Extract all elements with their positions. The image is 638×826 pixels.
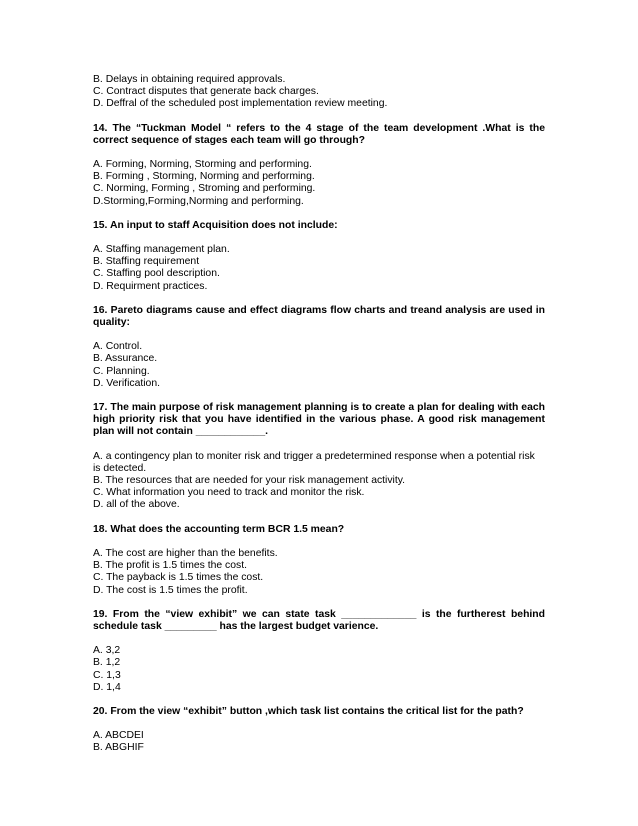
document-content bbox=[93, 74, 545, 767]
question-20: 20. From the view “exhibit” button ,which task list contains the critical list for the path? bbox=[93, 705, 524, 717]
option-d: D. all of the above. bbox=[93, 499, 180, 511]
option-d: D. Requirment practices. bbox=[93, 280, 208, 292]
question-18-options bbox=[93, 548, 545, 597]
option-b: B. ABGHIF bbox=[93, 742, 144, 754]
option-d: D.Storming,Forming,Norming and performing. bbox=[93, 195, 304, 207]
question-14-options bbox=[93, 159, 545, 208]
question-14: 14. The “Tuckman Model “ refers to the 4 stage of the team development .What is the correct sequence of stages each team will go through? bbox=[93, 122, 545, 146]
option-d: D. Verification. bbox=[93, 377, 160, 389]
option-b: B. The resources that are needed for your risk management activity. bbox=[93, 475, 406, 487]
option-b: B. Forming , Storming, Norming and performing. bbox=[93, 171, 315, 183]
question-17-options bbox=[93, 451, 545, 512]
option-a: A. 3,2 bbox=[93, 645, 121, 657]
option-b: B. The profit is 1.5 times the cost. bbox=[93, 560, 248, 572]
option-c: C. The payback is 1.5 times the cost. bbox=[93, 572, 264, 584]
option-d: D. The cost is 1.5 times the profit. bbox=[93, 584, 248, 596]
option-a: A. The cost are higher than the benefits. bbox=[93, 547, 278, 559]
question-16: 16. Pareto diagrams cause and effect diagrams flow charts and treand analysis are used in quality: bbox=[93, 304, 545, 329]
question-16-options bbox=[93, 341, 545, 390]
option-a: A. ABCDEI bbox=[93, 730, 144, 742]
question-19: 19. From the “view exhibit” we can state task _____________ is the furtherest behind schedule task _________ has the largest budget varience. bbox=[93, 608, 545, 632]
option-c: C. Contract disputes that generate back charges. bbox=[93, 86, 319, 98]
option-a: A. Control. bbox=[93, 341, 143, 353]
option-c: C. Norming, Forming , Stroming and performing. bbox=[93, 183, 316, 195]
option-a: A. Forming, Norming, Storming and performing. bbox=[93, 159, 312, 171]
option-c: C. Staffing pool description. bbox=[93, 268, 220, 280]
question-20-options bbox=[93, 730, 545, 754]
option-b: B. Staffing requirement bbox=[93, 256, 200, 268]
option-a: A. a contingency plan to moniter risk and trigger a predetermined response when a potential risk is detected. bbox=[93, 450, 535, 474]
option-d: D. Deffral of the scheduled post implementation review meeting. bbox=[93, 98, 388, 110]
option-b: B. Assurance. bbox=[93, 353, 158, 365]
question-18: 18. What does the accounting term BCR 1.5 mean? bbox=[93, 523, 345, 535]
prev-question-options bbox=[93, 74, 545, 111]
question-15: 15. An input to staff Acquisition does not include: bbox=[93, 219, 338, 231]
option-c: C. What information you need to track and monitor the risk. bbox=[93, 487, 365, 499]
option-b: B. Delays in obtaining required approvals. bbox=[93, 74, 286, 85]
option-b: B. 1,2 bbox=[93, 657, 121, 669]
option-d: D. 1,4 bbox=[93, 681, 121, 693]
question-19-options bbox=[93, 645, 545, 694]
option-c: C. Planning. bbox=[93, 365, 150, 377]
option-a: A. Staffing management plan. bbox=[93, 244, 230, 256]
option-c: C. 1,3 bbox=[93, 669, 121, 681]
question-15-options bbox=[93, 244, 545, 293]
question-17: 17. The main purpose of risk management planning is to create a plan for dealing with each high priority risk that you have identified in the various phase. A good risk management plan will not contain ____________. bbox=[93, 402, 545, 438]
